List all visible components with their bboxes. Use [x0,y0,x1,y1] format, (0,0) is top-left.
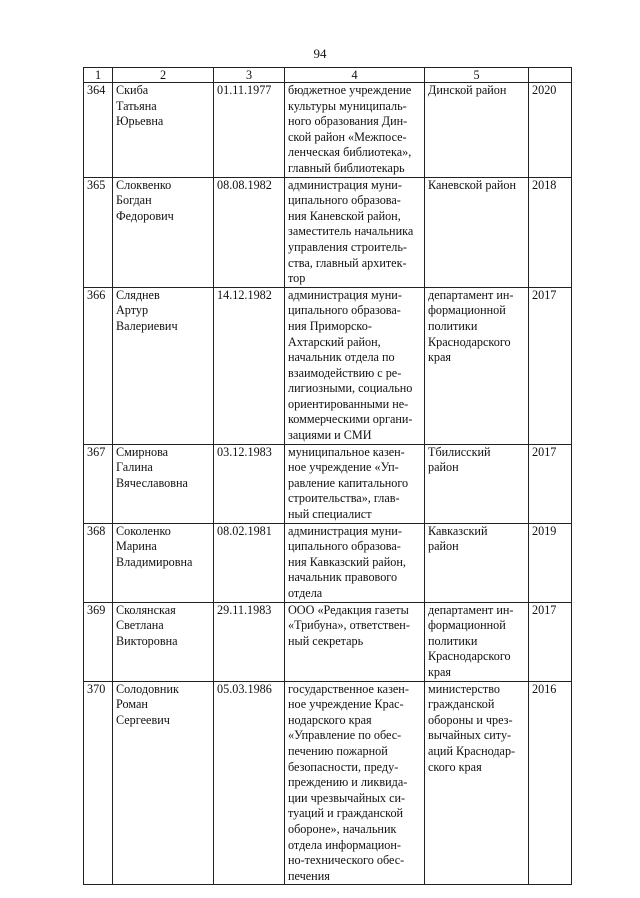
row-number: 370 [84,681,113,885]
nominated-by: Динской район [425,83,529,178]
position-text: государственное казен- ное учреждение Крас- нодарского края «Управление по обес- печению пожарной безопасности, преду- преждению и ликвида- ции чрезвычайных си- туаций и гражданской обороне», начальник отдела информацион- но-технического обес- печения [285,681,425,885]
header-col-5: 5 [425,68,529,83]
nominated-by: министерство гражданской обороны и чрез- вычайных ситу- аций Краснодар- ского края [425,681,529,885]
table-row [84,602,572,681]
nominated-by: Кавказский район [425,523,529,602]
award-year: 2020 [529,83,572,178]
row-number: 369 [84,602,113,681]
person-name: Слоквенко Богдан Федорович [113,177,214,287]
award-year: 2017 [529,287,572,444]
award-year: 2017 [529,602,572,681]
birth-date: 08.02.1981 [214,523,285,602]
award-year: 2018 [529,177,572,287]
person-name: Солодовник Роман Сергеевич [113,681,214,885]
nominated-by: департамент ин- формационной политики Краснодарского края [425,287,529,444]
header-col-1: 1 [84,68,113,83]
row-number: 366 [84,287,113,444]
nominated-by: департамент ин- формационной политики Краснодарского края [425,602,529,681]
person-name: Соколенко Марина Владимировна [113,523,214,602]
records-table [83,67,572,885]
person-name: Смирнова Галина Вячеславовна [113,444,214,523]
table-row [84,177,572,287]
row-number: 365 [84,177,113,287]
position-text: муниципальное казен- ное учреждение «Уп- равление капитального строительства», глав- ный специалист [285,444,425,523]
page-number: 94 [313,46,327,61]
award-year: 2019 [529,523,572,602]
award-year: 2017 [529,444,572,523]
table-row [84,523,572,602]
position-text: бюджетное учреждение культуры муниципаль- ного образования Дин- ской район «Межпосе- ленческая библиотека», главный библиотекарь [285,83,425,178]
position-text: администрация муни- ципального образова- ния Приморско- Ахтарский район, начальник отдела по взаимодействию с ре- лигиозными, социально ориентированными не- коммерческими органи- зациями и СМИ [285,287,425,444]
header-col-6 [529,68,572,83]
person-name: Сколянская Светлана Викторовна [113,602,214,681]
row-number: 367 [84,444,113,523]
position-text: администрация муни- ципального образова- ния Каневской район, заместитель начальника управления строитель- ства, главный архитек- тор [285,177,425,287]
header-row [84,68,572,83]
person-name: Скиба Татьяна Юрьевна [113,83,214,178]
table-row [84,287,572,444]
award-year: 2016 [529,681,572,885]
nominated-by: Каневской район [425,177,529,287]
table-row [84,681,572,885]
birth-date: 29.11.1983 [214,602,285,681]
birth-date: 14.12.1982 [214,287,285,444]
table-row [84,444,572,523]
person-name: Сляднев Артур Валериевич [113,287,214,444]
header-col-2: 2 [113,68,214,83]
header-col-4: 4 [285,68,425,83]
birth-date: 08.08.1982 [214,177,285,287]
birth-date: 05.03.1986 [214,681,285,885]
birth-date: 01.11.1977 [214,83,285,178]
row-number: 368 [84,523,113,602]
position-text: ООО «Редакция газеты «Трибуна», ответствен- ный секретарь [285,602,425,681]
birth-date: 03.12.1983 [214,444,285,523]
table-row [84,83,572,178]
row-number: 364 [84,83,113,178]
position-text: администрация муни- ципального образова- ния Кавказский район, начальник правового отдела [285,523,425,602]
nominated-by: Тбилисский район [425,444,529,523]
header-col-3: 3 [214,68,285,83]
